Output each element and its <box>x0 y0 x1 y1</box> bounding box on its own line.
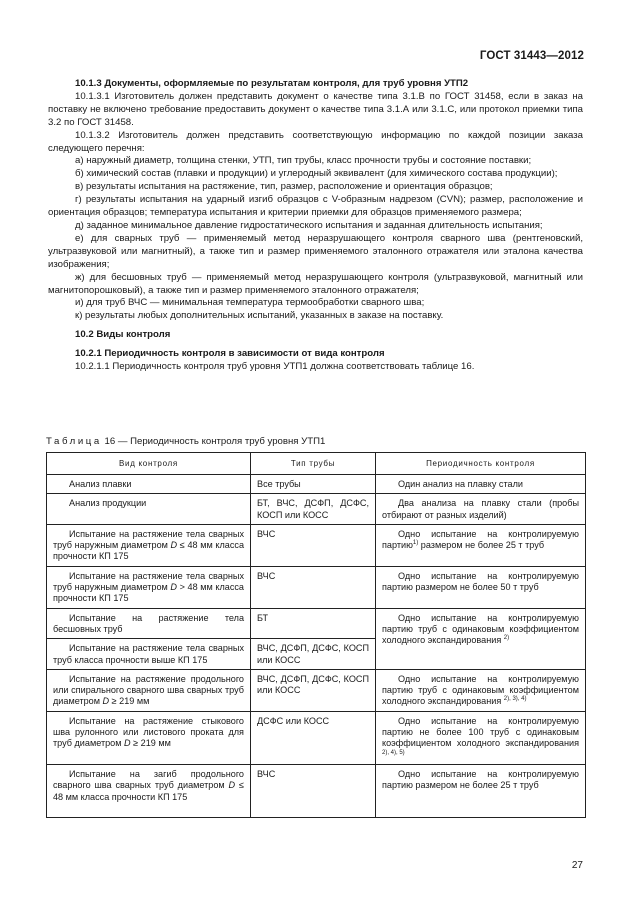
control-kind-cell: Анализ продукции <box>47 494 251 525</box>
control-kind-cell: Испытание на растяжение тела сварных труб класса прочности выше КП 175 <box>47 639 251 670</box>
column-header: Тип трубы <box>251 453 376 475</box>
list-item: г) результаты испытания на ударный изгиб образцов с V-образным надрезом (CVN); размер, расположение и ориентация образцов; температура испытания и критерии приемки для образцов применяемого размера; <box>48 194 583 219</box>
section-heading: 10.2.1 Периодичность контроля в зависимости от вида контроля <box>75 348 385 360</box>
list-item: и) для труб ВЧС — минимальная температура термообработки сварного шва; <box>75 297 425 309</box>
table-row <box>47 566 586 608</box>
table-row <box>47 669 586 711</box>
list-item: д) заданное минимальное давление гидростатического испытания и заданная длительность испытания; <box>75 219 543 231</box>
frequency-cell: Одно испытание на контролируемую партию труб с одинаковым коэффициентом холодного экспандирования $^{2)}$ <box>376 608 586 669</box>
table-row <box>47 608 586 639</box>
column-header: Периодичность контроля <box>376 453 586 475</box>
standard-header: ГОСТ 31443—2012 <box>479 50 584 62</box>
frequency-cell: Один анализ на плавку стали <box>376 475 586 494</box>
section-heading: 10.1.3 Документы, оформляемые по результатам контроля, для труб уровня УТП2 <box>75 78 469 89</box>
table-caption-text: 16 — Периодичность контроля труб уровня УТП1 <box>101 436 326 447</box>
frequency-cell: Одно испытание на контролируемую партию размером не более 25 т труб <box>376 764 586 817</box>
pipe-type-cell: ВЧС <box>251 524 376 566</box>
section-heading: 10.2 Виды контроля <box>75 329 171 341</box>
pipe-type-cell: ВЧС, ДСФП, ДСФС, КОСП или КОСС <box>251 669 376 711</box>
list-item: к) результаты любых дополнительных испытаний, указанных в заказе на поставку. <box>75 310 444 322</box>
list-item: б) химический состав (плавки и продукции) и углеродный эквивалент (для химического состава продукции); <box>75 168 558 180</box>
body-text <box>48 78 583 374</box>
list-item: в) результаты испытания на растяжение, тип, размер, расположение и ориентация образцов; <box>75 181 493 193</box>
table-row <box>47 494 586 525</box>
paragraph: 10.1.3.2 Изготовитель должен представить соответствующую информацию по каждой позиции заказа следующего перечня: <box>48 129 583 154</box>
list-item: е) для сварных труб — применяемый метод неразрушающего контроля сварного шва (рентгеновский, ультразвуковой или магнитный), а также тип и размер применяемого эталонного отражателя или эталона качества изображения; <box>48 232 583 270</box>
frequency-cell: Одно испытание на контролируемую партию размером не более 50 т труб <box>376 566 586 608</box>
control-kind-cell: Испытание на растяжение стыкового шва рулонного или листового проката для труб диаметром D ≥ 219 мм <box>47 711 251 764</box>
page-number: 27 <box>571 860 583 871</box>
pipe-type-cell: БТ, ВЧС, ДСФП, ДСФС, КОСП или КОСС <box>251 494 376 525</box>
column-header: Вид контроля <box>47 453 251 475</box>
pipe-type-cell: ВЧС <box>251 566 376 608</box>
paragraph: 10.1.3.1 Изготовитель должен представить документ о качестве типа 3.1.В по ГОСТ 31458, если в заказ на поставку не включено требование предоставить документ о качестве типа 3.1.А или 3.1.С, или протокол приемки типа 3.2 по ГОСТ 31458. <box>48 90 583 128</box>
table-caption-word: Таблица <box>46 436 102 447</box>
control-kind-cell: Анализ плавки <box>47 475 251 494</box>
list-item: а) наружный диаметр, толщина стенки, УТП, тип трубы, класс прочности трубы и состояние поставки; <box>75 155 532 167</box>
table-row <box>47 764 586 817</box>
control-kind-cell: Испытание на растяжение тела сварных труб наружным диаметром D ≤ 48 мм класса прочности КП 175 <box>47 524 251 566</box>
pipe-type-cell: ВЧС, ДСФП, ДСФС, КОСП или КОСС <box>251 639 376 670</box>
frequency-cell: Одно испытание на контролируемую партию не более 100 труб с одинаковым коэффициентом холодного экспандирования $^{2), 4), 5)}$ <box>376 711 586 764</box>
table-row <box>47 524 586 566</box>
frequency-table <box>46 452 586 818</box>
pipe-type-cell: ДСФС или КОСС <box>251 711 376 764</box>
frequency-cell: Одно испытание на контролируемую партию$^{1)}$ размером не более 25 т труб <box>376 524 586 566</box>
control-kind-cell: Испытание на растяжение тела сварных труб наружным диаметром D > 48 мм класса прочности КП 175 <box>47 566 251 608</box>
frequency-cell: Два анализа на плавку стали (пробы отбирают от разных изделий) <box>376 494 586 525</box>
pipe-type-cell: Все трубы <box>251 475 376 494</box>
table-caption <box>46 436 325 447</box>
pipe-type-cell: БТ <box>251 608 376 639</box>
list-item: ж) для бесшовных труб — применяемый метод неразрушающего контроля (ультразвуковой, магнитный или магнитопорошковый), а также тип и размер применяемого эталонного отражателя; <box>48 271 583 296</box>
control-kind-cell: Испытание на загиб продольного сварного шва сварных труб диаметром D ≤ 48 мм класса прочности КП 175 <box>47 764 251 817</box>
control-kind-cell: Испытание на растяжение тела бесшовных труб <box>47 608 251 639</box>
table-row <box>47 475 586 494</box>
pipe-type-cell: ВЧС <box>251 764 376 817</box>
table-row <box>47 711 586 764</box>
paragraph: 10.2.1.1 Периодичность контроля труб уровня УТП1 должна соответствовать таблице 16. <box>75 361 475 373</box>
frequency-cell: Одно испытание на контролируемую партию труб с одинаковым коэффициентом холодного экспандирования $^{2), 3), 4)}$ <box>376 669 586 711</box>
control-kind-cell: Испытание на растяжение продольного или спирального сварного шва сварных труб диаметром D ≥ 219 мм <box>47 669 251 711</box>
table-header-row <box>47 453 586 475</box>
